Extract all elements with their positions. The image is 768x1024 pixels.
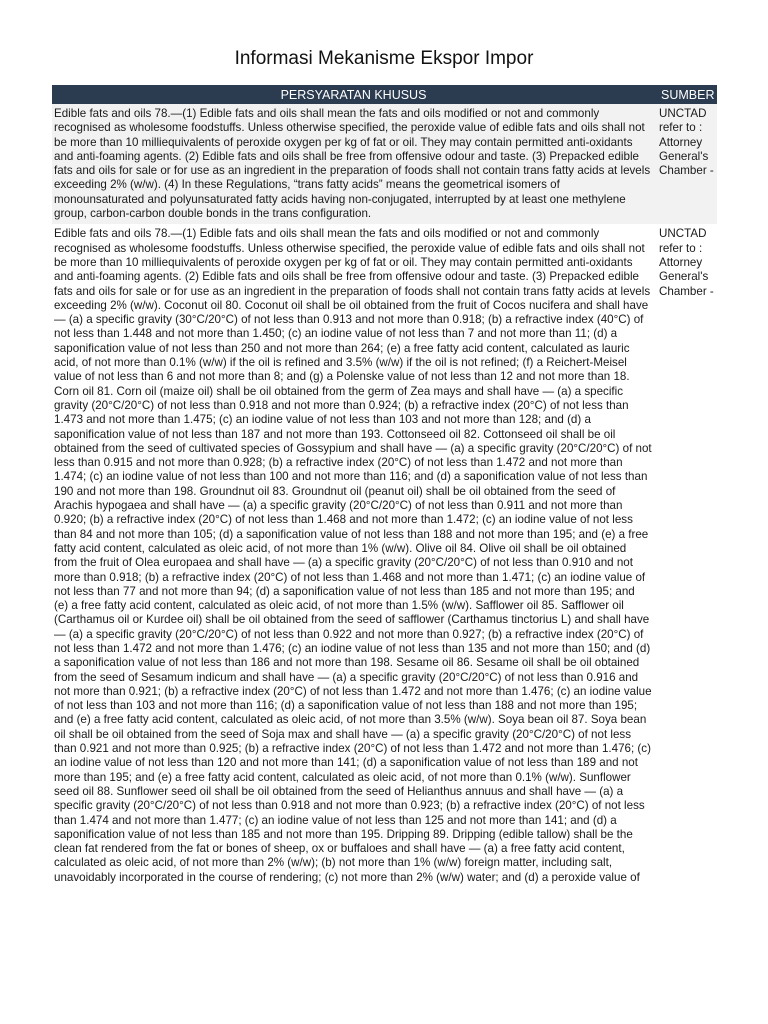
header-persyaratan-khusus: PERSYARATAN KHUSUS	[52, 85, 655, 104]
page-title: Informasi Mekanisme Ekspor Impor	[234, 48, 534, 69]
source-text: UNCTAD refer to : Attorney General's Chamber -	[659, 227, 714, 298]
source-text: UNCTAD refer to : Attorney General's Chamber -	[655, 104, 717, 224]
header-sumber: SUMBER	[655, 85, 717, 104]
table-row	[52, 104, 717, 224]
requirement-text: Edible fats and oils 78.—(1) Edible fats and oils shall mean the fats and oils modified or not and commonly recognised as wholesome foodstuffs. Unless otherwise specified, the peroxide value of edible fats and oils shall not be more than 10 milliequivalents of peroxide oxygen per kg of fat or oil. They may contain permitted anti-oxidants and anti-foaming agents. (2) Edible fats and oils shall be free from offensive odour and taste. (3) Prepacked edible fats and oils for sale or for use as an ingredient in the preparation of foods shall not contain trans fatty acids at levels exceeding 2% (w/w). (4) In these Regulations, “trans fatty acids” means the geometrical isomers of monounsaturated and polyunsaturated fatty acids having non-conjugated, interrupted by at least one methylene group, carbon-carbon double bonds in the trans configuration.	[52, 104, 655, 224]
requirement-text: Edible fats and oils 78.—(1) Edible fats and oils shall mean the fats and oils modified or not and commonly recognised as wholesome foodstuffs. Unless otherwise specified, the peroxide value of edible fats and oils shall not be more than 10 milliequivalents of peroxide oxygen per kg of fat or oil. They may contain permitted anti-oxidants and anti-foaming agents. (2) Edible fats and oils shall be free from offensive odour and taste. (3) Prepacked edible fats and oils for sale or for use as an ingredient in the preparation of foods shall not contain trans fatty acids at levels exceeding 2% (w/w). Coconut oil 80. Coconut oil shall be oil obtained from the fruit of Cocos nucifera and shall have — (a) a specific gravity (30°C/20°C) of not less than 0.913 and not more than 0.918; (b) a refractive index (40°C) of not less than 1.448 and not more than 1.450; (c) an iodine value of not less than 7 and not more than 11; (d) a saponification value of not less than 250 and not more than 264; (e) a free fatty acid content, calculated as lauric acid, of not more than 0.1% (w/w) if the oil is refined and 3.5% (w/w) if the oil is not refined; (f) a Reichert-Meisel value of not less than 6 and not more than 8; and (g) a Polenske value of not less than 12 and not more than 18. Corn oil 81. Corn oil (maize oil) shall be oil obtained from the germ of Zea mays and shall have — (a) a specific gravity (20°C/20°C) of not less than 0.918 and not more than 0.924; (b) a refractive index (20°C) of not less than 1.473 and not more than 1.475; (c) an iodine value of not less than 103 and not more than 128; and (d) a saponification value of not less than 187 and not more than 193. Cottonseed oil 82. Cottonseed oil shall be oil obtained from the seed of cultivated species of Gossypium and shall have — (a) a specific gravity (20°C/20°C) of not less than 0.915 and not more than 0.928; (b) a refractive index (20°C) of not less than 1.472 and not more than 1.474; (c) an iodine value of not less than 100 and not more than 116; and (d) a saponification value of not less than 190 and not more than 198. Groundnut oil 83. Groundnut oil (peanut oil) shall be oil obtained from the seed of Arachis hypogaea and shall have — (a) a specific gravity (20°C/20°C) of not less than 0.911 and not more than 0.920; (b) a refractive index (20°C) of not less than 1.468 and not more than 1.472; (c) an iodine value of not less than 84 and not more than 105; (d) a saponification value of not less than 188 and not more than 195; and (e) a free fatty acid content, calculated as oleic acid, of not more than 1% (w/w). Olive oil 84. Olive oil shall be oil obtained from the fruit of Olea europaea and shall have — (a) a specific gravity (20°C/20°C) of not less than 0.910 and not more than 0.918; (b) a refractive index (20°C) of not less than 1.468 and not more than 1.471; (c) an iodine value of not less than 77 and not more than 94; (d) a saponification value of not less than 185 and not more than 195; and (e) a free fatty acid content, calculated as oleic acid, of not more than 1.5% (w/w). Safflower oil 85. Safflower oil (Carthamus oil or Kurdee oil) shall be oil obtained from the seed of safflower (Carthamus tinctorius L) and shall have — (a) a specific gravity (20°C/20°C) of not less than 0.922 and not more than 0.927; (b) a refractive index (20°C) of not less than 1.472 and not more than 1.476; (c) an iodine value of not less than 135 and not more than 150; and (d) a saponification value of not less than 186 and not more than 198. Sesame oil 86. Sesame oil shall be oil obtained from the seed of Sesamum indicum and shall have — (a) a specific gravity (20°C/20°C) of not less than 0.916 and not more than 0.921; (b) a refractive index (20°C) of not less than 1.472 and not more than 1.476; (c) an iodine value of not less than 103 and not more than 116; (d) a saponification value of not less than 188 and not more than 195; and (e) a free fatty acid content, calculated as oleic acid, of not more than 3.5% (w/w). Soya bean oil 87. Soya bean oil shall be oil obtained from the seed of Soja max and shall have — (a) a specific gravity (20°C/20°C) of not less than 0.921 and not more than 0.925; (b) a refractive index (20°C) of not less than 1.472 and not more than 1.476; (c) an iodine value of not less than 120 and not more than 141; (d) a saponification value of not less than 189 and not more than 195; and (e) a free fatty acid content, calculated as oleic acid, of not more than 0.1% (w/w). Sunflower seed oil 88. Sunflower seed oil shall be oil obtained from the seed of Helianthus annuus and shall have — (a) a specific gravity (20°C/20°C) of not less than 0.918 and not more than 0.923; (b) a refractive index (20°C) of not less than 1.474 and not more than 1.477; (c) an iodine value of not less than 125 and not more than 141; and (d) a saponification value of not less than 185 and not more than 195. Dripping 89. Dripping (edible tallow) shall be the clean fat rendered from the fat or bones of sheep, ox or buffaloes and shall have — (a) a free fatty acid content, calculated as oleic acid, of not more than 2% (w/w); (b) not more than 1% (w/w) foreign matter, including salt, unavoidably incorporated in the course of rendering; (c) not more than 2% (w/w) water; and (d) a peroxide value of	[54, 227, 652, 884]
table-header-row	[52, 85, 717, 104]
requirements-table	[52, 85, 717, 888]
table-row	[52, 224, 717, 888]
